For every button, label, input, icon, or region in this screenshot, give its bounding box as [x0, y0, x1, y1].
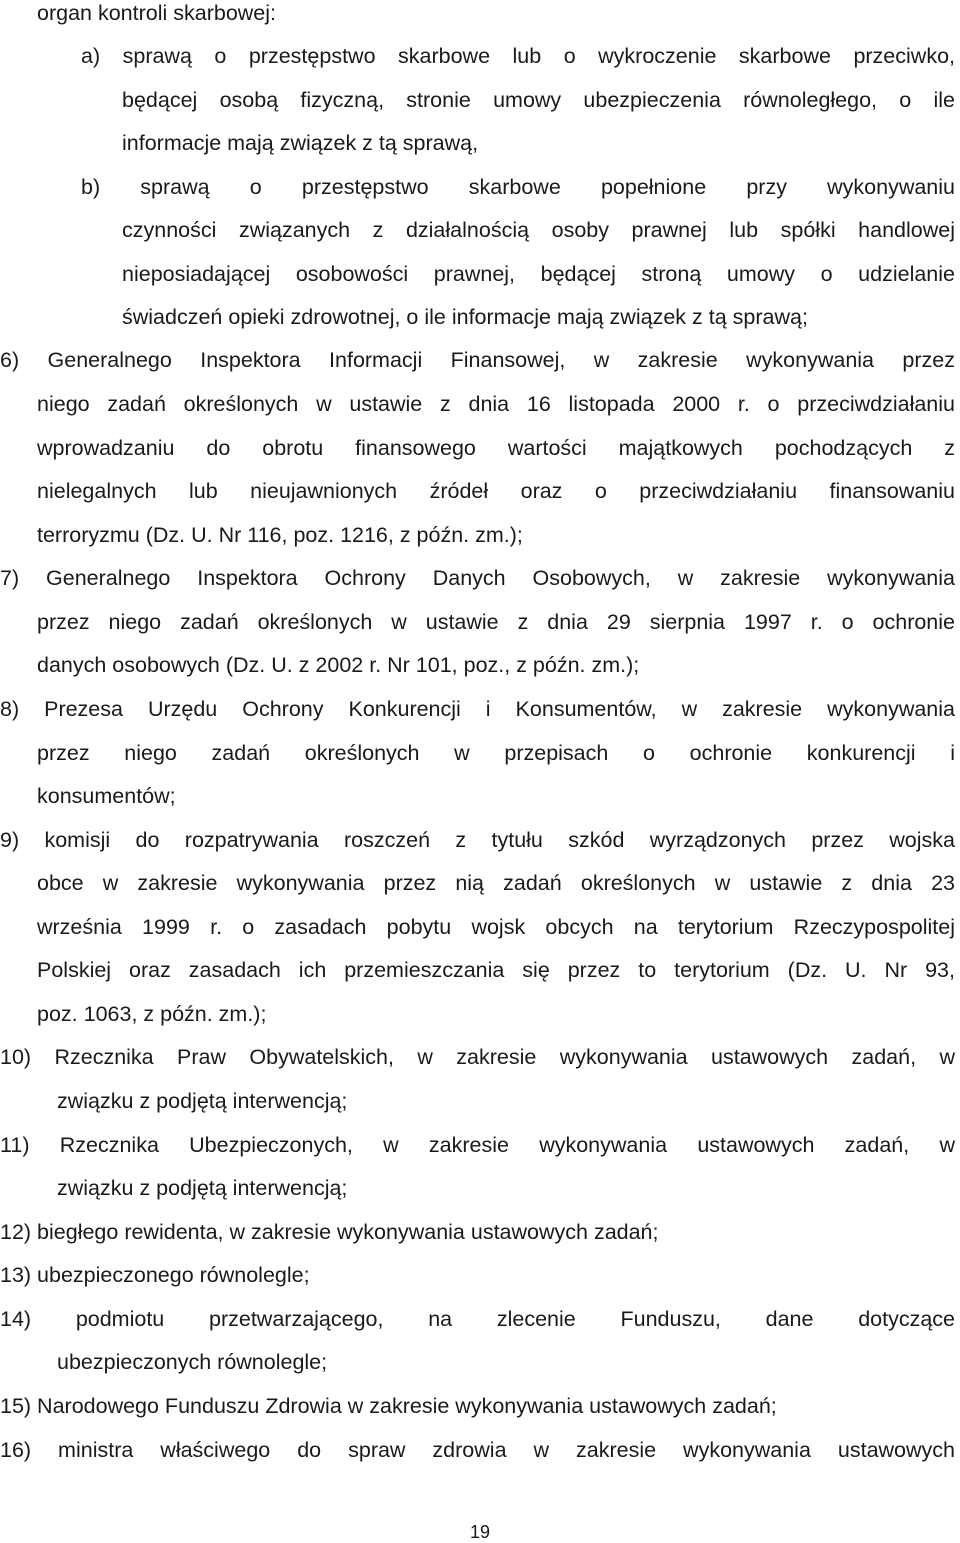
- text-line: przez niego zadań określonych w przepisach o ochronie konkurencji i: [37, 741, 955, 765]
- text-line: poz. 1063, z późn. zm.);: [37, 1002, 267, 1026]
- text-line: 8) Prezesa Urzędu Ochrony Konkurencji i Konsumentów, w zakresie wykonywania: [0, 697, 955, 721]
- text-line: b) sprawą o przestępstwo skarbowe popełnione przy wykonywaniu: [81, 175, 955, 199]
- text-line: nielegalnych lub nieujawnionych źródeł oraz o przeciwdziałaniu finansowaniu: [37, 479, 955, 503]
- text-line: 13) ubezpieczonego równolegle;: [0, 1263, 310, 1287]
- text-line: ubezpieczonych równolegle;: [57, 1350, 328, 1374]
- text-line: 10) Rzecznika Praw Obywatelskich, w zakresie wykonywania ustawowych zadań, w: [0, 1045, 955, 1069]
- text-line: 14) podmiotu przetwarzającego, na zlecenie Funduszu, dane dotyczące: [0, 1307, 955, 1331]
- text-line: niego zadań określonych w ustawie z dnia 16 listopada 2000 r. o przeciwdziałaniu: [37, 392, 955, 416]
- page-number: 19: [469, 1522, 491, 1542]
- text-line: organ kontroli skarbowej:: [37, 1, 277, 25]
- text-line: 15) Narodowego Funduszu Zdrowia w zakresie wykonywania ustawowych zadań;: [0, 1394, 777, 1418]
- text-line: a) sprawą o przestępstwo skarbowe lub o wykroczenie skarbowe przeciwko,: [81, 44, 955, 68]
- text-line: informacje mają związek z tą sprawą,: [122, 131, 479, 155]
- text-line: związku z podjętą interwencją;: [57, 1089, 348, 1113]
- text-line: obce w zakresie wykonywania przez nią zadań określonych w ustawie z dnia 23: [37, 871, 955, 895]
- text-line: 12) biegłego rewidenta, w zakresie wykonywania ustawowych zadań;: [0, 1220, 659, 1244]
- text-line: Polskiej oraz zasadach ich przemieszczania się przez to terytorium (Dz. U. Nr 93,: [37, 958, 955, 982]
- text-line: przez niego zadań określonych w ustawie z dnia 29 sierpnia 1997 r. o ochronie: [37, 610, 955, 634]
- text-line: 9) komisji do rozpatrywania roszczeń z tytułu szkód wyrządzonych przez wojska: [0, 828, 955, 852]
- text-line: września 1999 r. o zasadach pobytu wojsk obcych na terytorium Rzeczypospolitej: [37, 915, 955, 939]
- text-line: związku z podjętą interwencją;: [57, 1176, 348, 1200]
- text-line: 11) Rzecznika Ubezpieczonych, w zakresie wykonywania ustawowych zadań, w: [0, 1133, 955, 1157]
- text-line: danych osobowych (Dz. U. z 2002 r. Nr 101, poz., z późn. zm.);: [37, 653, 640, 677]
- text-line: terroryzmu (Dz. U. Nr 116, poz. 1216, z późn. zm.);: [37, 523, 523, 547]
- text-line: będącej osobą fizyczną, stronie umowy ubezpieczenia równoległego, o ile: [122, 88, 955, 112]
- text-line: konsumentów;: [37, 784, 176, 808]
- text-line: wprowadzaniu do obrotu finansowego wartości majątkowych pochodzących z: [37, 436, 955, 460]
- text-line: czynności związanych z działalnością osoby prawnej lub spółki handlowej: [122, 218, 955, 242]
- text-line: 16) ministra właściwego do spraw zdrowia w zakresie wykonywania ustawowych: [0, 1438, 955, 1462]
- text-line: 6) Generalnego Inspektora Informacji Finansowej, w zakresie wykonywania przez: [0, 348, 955, 372]
- text-line: nieposiadającej osobowości prawnej, będącej stroną umowy o udzielanie: [122, 262, 955, 286]
- text-line: świadczeń opieki zdrowotnej, o ile informacje mają związek z tą sprawą;: [122, 305, 808, 329]
- text-line: 7) Generalnego Inspektora Ochrony Danych Osobowych, w zakresie wykonywania: [0, 566, 955, 590]
